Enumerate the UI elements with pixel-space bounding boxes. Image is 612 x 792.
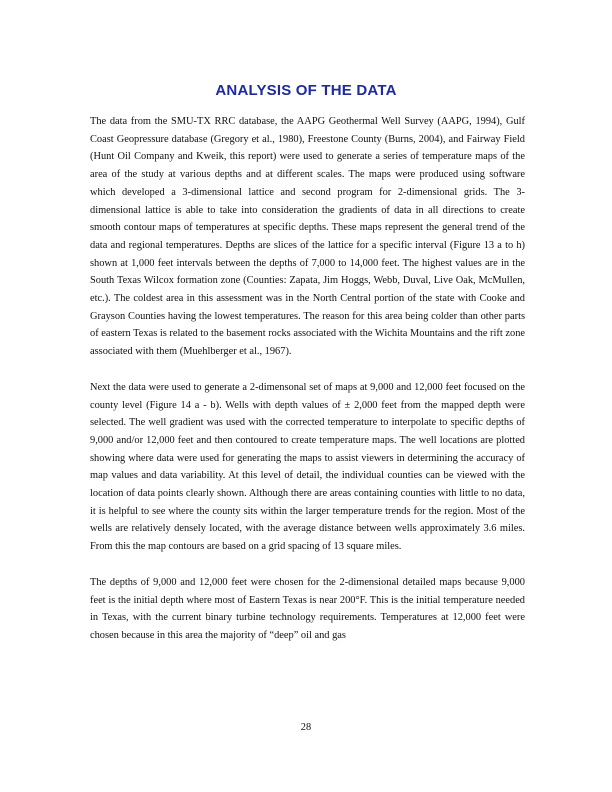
paragraph-1: The data from the SMU-TX RRC database, the AAPG Geothermal Well Survey (AAPG, 1994), Gulf Coast Geopressure database (Gregory et al., 1980), Freestone County (Burns, 2004), and Fairway Field (Hunt Oil Company and Kweik, this report) were used to generate a series of temperature maps of the area of the study at various depths and at different scales. The maps were produced using software which developed a 3-dimensional lattice and second program for 2-dimensional grids. The 3-dimensional lattice is able to take into consideration the gradients of data in all directions to create smooth contour maps of temperatures at specific depths. These maps represent the general trend of the data and regional temperatures. Depths are slices of the lattice for a specific interval (Figure 13 a to h) shown at 1,000 feet intervals between the depths of 7,000 to 14,000 feet. The highest values are in the South Texas Wilcox formation zone (Counties: Zapata, Jim Hoggs, Webb, Duval, Live Oak, McMullen, etc.). The coldest area in this assessment was in the North Central portion of the state with Cooke and Grayson Counties having the lowest temperatures. The reason for this area being colder than other parts of eastern Texas is related to the basement rocks associated with the Wichita Mountains and the rift zone associated with them (Muehlberger et al., 1967). <box>90 116 525 358</box>
page-title: ANALYSIS OF THE DATA <box>215 82 397 100</box>
body-text <box>90 113 525 663</box>
paragraph-3: The depths of 9,000 and 12,000 feet were chosen for the 2-dimensional detailed maps because 9,000 feet is the initial depth where most of Eastern Texas is near 200°F. This is the initial temperature needed in Texas, with the current binary turbine technology requirements. Temperatures at 12,000 feet were chosen because in this area the majority of “deep” oil and gas <box>90 576 525 641</box>
paragraph-2: Next the data were used to generate a 2-dimensonal set of maps at 9,000 and 12,000 feet focused on the county level (Figure 14 a - b). Wells with depth values of ± 2,000 feet from the mapped depth were selected. The well gradient was used with the corrected temperature to interpolate to specific depths of 9,000 and/or 12,000 feet and then contoured to create temperature maps. The well locations are plotted showing where data were used for generating the maps to assist viewers in determining the accuracy of map values and data variability. At this level of detail, the individual counties can be viewed with the location of data points clearly shown. Although there are areas containing counties with little to no data, it is helpful to see where the county sits within the larger temperature trends for the region. Most of the wells are relatively densely located, with the average distance between wells approximately 3.6 miles. From this the map contours are based on a grid spacing of 13 square miles. <box>90 381 525 553</box>
page-number: 28 <box>300 722 312 733</box>
